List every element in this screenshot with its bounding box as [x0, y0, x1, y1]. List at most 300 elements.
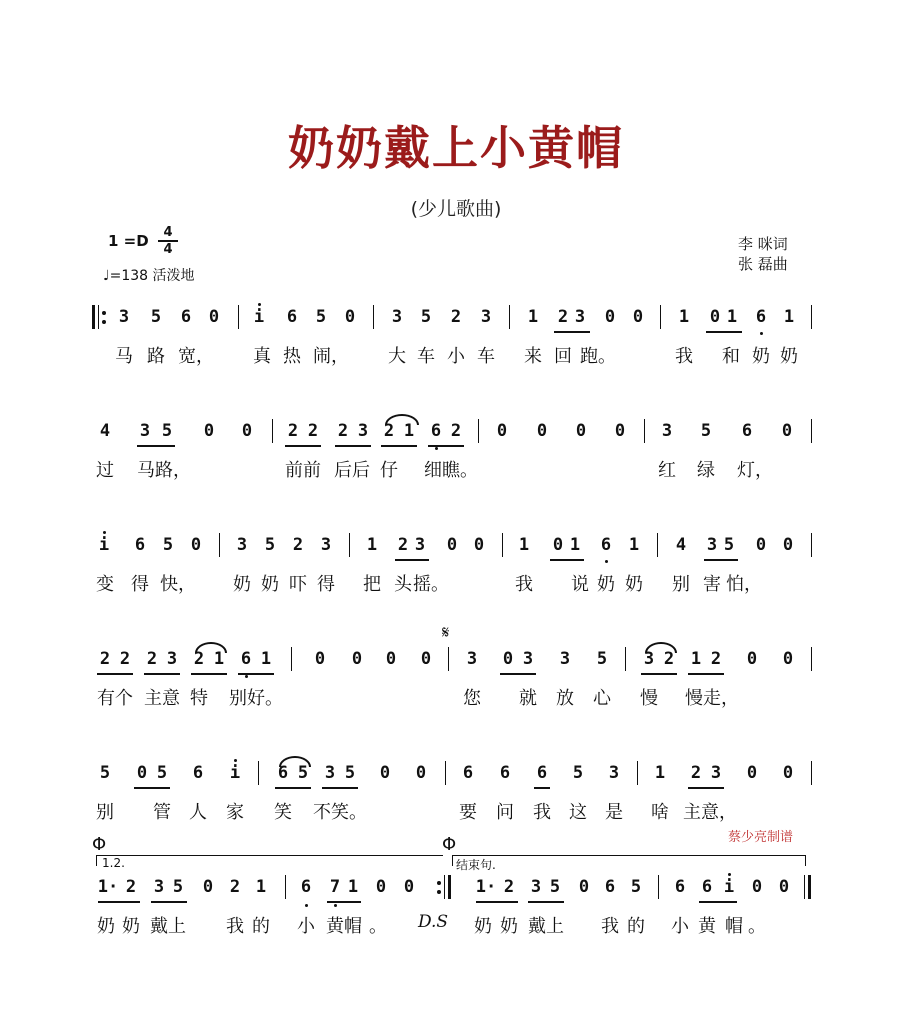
- note: 3: [324, 763, 336, 783]
- volta-bracket-2: [452, 855, 806, 866]
- barline: [478, 419, 479, 443]
- lyric: 马: [115, 346, 133, 367]
- note: 6: [240, 649, 252, 669]
- barline: [637, 761, 638, 785]
- note: 0: [385, 649, 397, 669]
- note: 6: [180, 307, 192, 327]
- note: 0: [314, 649, 326, 669]
- lyric: 真: [253, 346, 271, 367]
- note: 1·: [475, 877, 497, 897]
- note: 2: [229, 877, 241, 897]
- note: i: [723, 877, 735, 897]
- note: 1: [366, 535, 378, 555]
- note: 3: [530, 877, 542, 897]
- final-bar-thin: [804, 875, 805, 899]
- lyric: 黄: [698, 916, 716, 937]
- beam: [97, 673, 133, 675]
- repeat-dot: [437, 881, 441, 885]
- lyric: 这: [569, 802, 587, 823]
- note: 1: [255, 877, 267, 897]
- note: 6: [701, 877, 713, 897]
- beam: [500, 673, 536, 675]
- note: 4: [675, 535, 687, 555]
- low-dot: [435, 447, 438, 450]
- note: 0: [446, 535, 458, 555]
- lyric: 别: [96, 802, 114, 823]
- note: 5: [172, 877, 184, 897]
- note: 3: [320, 535, 332, 555]
- low-dot: [605, 560, 608, 563]
- note: 0: [751, 877, 763, 897]
- note: 5: [700, 421, 712, 441]
- note: 3: [608, 763, 620, 783]
- barline: [448, 647, 449, 671]
- note: 6: [600, 535, 612, 555]
- lyric: 路: [147, 346, 165, 367]
- lyric: 慢: [640, 688, 658, 709]
- note: 3: [414, 535, 426, 555]
- high-dot: [234, 759, 237, 762]
- lyric: 奶: [122, 916, 140, 937]
- lyric: 是: [605, 802, 623, 823]
- lyric: 笑: [274, 802, 292, 823]
- lyric: 来: [524, 346, 542, 367]
- note: 6: [300, 877, 312, 897]
- note: 3: [166, 649, 178, 669]
- lyricist-credit: 李 咪词: [738, 235, 788, 253]
- note: 5: [723, 535, 735, 555]
- note: 3: [357, 421, 369, 441]
- note: 0: [241, 421, 253, 441]
- repeat-dot: [437, 890, 441, 894]
- lyric: 车: [417, 346, 435, 367]
- beam: [322, 787, 358, 789]
- high-dot: [258, 303, 261, 306]
- note: 0: [379, 763, 391, 783]
- note: 7: [329, 877, 341, 897]
- note: 0: [136, 763, 148, 783]
- tempo-marking: ♩=138 活泼地: [103, 268, 195, 284]
- barline: [811, 647, 812, 671]
- note: 0: [375, 877, 387, 897]
- composer-credit: 张 磊曲: [738, 255, 788, 273]
- beam: [704, 559, 738, 561]
- note: 5: [596, 649, 608, 669]
- note: 2: [690, 763, 702, 783]
- note: 2: [99, 649, 111, 669]
- note: 0: [351, 649, 363, 669]
- barline: [291, 647, 292, 671]
- note: 3: [574, 307, 586, 327]
- lyric: 奶: [625, 574, 643, 595]
- note: 2: [450, 307, 462, 327]
- barline: [219, 533, 220, 557]
- note: 6: [499, 763, 511, 783]
- lyric: 奶: [474, 916, 492, 937]
- note: 1: [518, 535, 530, 555]
- lyric: 和: [722, 346, 740, 367]
- lyric: 变: [96, 574, 114, 595]
- key-signature: 1 =D: [108, 232, 149, 250]
- coda-sign: Φ: [442, 834, 457, 855]
- note: 3: [480, 307, 492, 327]
- note: 3: [522, 649, 534, 669]
- note: 2: [557, 307, 569, 327]
- beam: [688, 673, 724, 675]
- lyric: 头: [394, 574, 412, 595]
- note: 5: [156, 763, 168, 783]
- lyric: 奶: [752, 346, 770, 367]
- note: 2: [193, 649, 205, 669]
- note: 1: [690, 649, 702, 669]
- lyric: 别: [672, 574, 690, 595]
- note: 2: [663, 649, 675, 669]
- lyric: 跑。: [580, 346, 616, 367]
- note: 6: [462, 763, 474, 783]
- lyric: 黄帽: [326, 916, 362, 937]
- note: 5: [161, 421, 173, 441]
- lyric: 帽: [725, 916, 743, 937]
- song-subtitle: (少儿歌曲): [410, 198, 502, 220]
- note: 3: [643, 649, 655, 669]
- note: 2: [292, 535, 304, 555]
- lyric: 细瞧。: [424, 460, 478, 481]
- lyric: 就: [519, 688, 537, 709]
- lyric: 啥: [651, 802, 669, 823]
- lyric: 特: [190, 688, 208, 709]
- beam: [151, 901, 187, 903]
- lyric: 我: [601, 916, 619, 937]
- final-bar-thick: [808, 875, 811, 899]
- note: 0: [578, 877, 590, 897]
- note: 2: [125, 877, 137, 897]
- note: 2: [287, 421, 299, 441]
- note: 0: [552, 535, 564, 555]
- barline: [657, 533, 658, 557]
- barline: [349, 533, 350, 557]
- credits: [738, 234, 788, 274]
- note: 4: [99, 421, 111, 441]
- song-title: 奶奶戴上小黄帽: [288, 121, 624, 175]
- lyric: 放: [556, 688, 574, 709]
- note: 3: [661, 421, 673, 441]
- note: 1: [260, 649, 272, 669]
- lyric: 小: [447, 346, 465, 367]
- repeat-end-thin: [444, 875, 445, 899]
- note: 1: [213, 649, 225, 669]
- volta-label-1: 1.2.: [102, 856, 125, 870]
- note: 3: [706, 535, 718, 555]
- note: 0: [632, 307, 644, 327]
- volta-label-2: 结束句.: [456, 858, 496, 872]
- note: 5: [99, 763, 111, 783]
- note: 2: [397, 535, 409, 555]
- note: 0: [536, 421, 548, 441]
- lyric: 前前: [285, 460, 321, 481]
- note: 0: [473, 535, 485, 555]
- time-signature: [158, 226, 178, 256]
- beam: [534, 787, 550, 789]
- beam: [285, 445, 321, 447]
- note: 5: [630, 877, 642, 897]
- beam: [144, 673, 180, 675]
- lyric: 闹，: [313, 346, 349, 367]
- slur: [195, 642, 227, 653]
- barline: [445, 761, 446, 785]
- note: 6: [755, 307, 767, 327]
- note: 1: [678, 307, 690, 327]
- lyric: 害: [703, 574, 721, 595]
- lyric: 马路，: [137, 460, 191, 481]
- note: 2: [503, 877, 515, 897]
- note: 6: [192, 763, 204, 783]
- beam: [238, 673, 274, 675]
- dal-segno-marking: D.S: [418, 912, 449, 932]
- barline: [811, 761, 812, 785]
- barline: [285, 875, 286, 899]
- lyric: 说: [571, 574, 589, 595]
- note: 3: [236, 535, 248, 555]
- lyric: 摇。: [413, 574, 449, 595]
- note: i: [253, 307, 265, 327]
- lyric: 管: [153, 802, 171, 823]
- lyric: 的: [252, 916, 270, 937]
- score-maker-credit: 蔡少亮制谱: [728, 830, 794, 845]
- low-dot: [760, 332, 763, 335]
- note: 0: [344, 307, 356, 327]
- note: 0: [415, 763, 427, 783]
- note: 3: [710, 763, 722, 783]
- note: 0: [746, 649, 758, 669]
- note: 0: [782, 649, 794, 669]
- note: 6: [430, 421, 442, 441]
- lyric: 的: [627, 916, 645, 937]
- lyric: 奶: [233, 574, 251, 595]
- barline: [509, 305, 510, 329]
- note: 0: [208, 307, 220, 327]
- note: 6: [674, 877, 686, 897]
- segno-sign: 𝄋: [442, 623, 450, 643]
- note: 0: [614, 421, 626, 441]
- lyric: 把: [363, 574, 381, 595]
- note: 0: [746, 763, 758, 783]
- note: 2: [710, 649, 722, 669]
- lyric: 问: [496, 802, 514, 823]
- note: 1: [628, 535, 640, 555]
- beam: [528, 901, 564, 903]
- high-dot: [103, 531, 106, 534]
- note: 2: [383, 421, 395, 441]
- note: 6: [286, 307, 298, 327]
- beam: [554, 331, 590, 333]
- lyric: 人: [189, 802, 207, 823]
- beam: [688, 787, 724, 789]
- beam: [550, 559, 584, 561]
- beam: [134, 787, 170, 789]
- note: 3: [118, 307, 130, 327]
- lyric: 心: [593, 688, 611, 709]
- note: 1: [569, 535, 581, 555]
- barline: [811, 305, 812, 329]
- note: 0: [575, 421, 587, 441]
- lyric: 红: [658, 460, 676, 481]
- low-dot: [245, 675, 248, 678]
- note: 0: [782, 763, 794, 783]
- repeat-end-thick: [448, 875, 451, 899]
- note: 5: [344, 763, 356, 783]
- note: 0: [755, 535, 767, 555]
- lyric: 戴上: [528, 916, 564, 937]
- note: 2: [119, 649, 131, 669]
- barline: [272, 419, 273, 443]
- note: 1: [726, 307, 738, 327]
- note: 3: [559, 649, 571, 669]
- note: 1: [403, 421, 415, 441]
- beam: [98, 901, 140, 903]
- note: 0: [403, 877, 415, 897]
- slur: [385, 414, 419, 425]
- note: 1: [654, 763, 666, 783]
- note: 0: [502, 649, 514, 669]
- slur: [279, 756, 311, 767]
- note: 0: [604, 307, 616, 327]
- lyric: 。: [369, 916, 387, 937]
- note: 1: [527, 307, 539, 327]
- lyric: 别好。: [229, 688, 283, 709]
- note: 6: [134, 535, 146, 555]
- lyric: 主意: [144, 688, 180, 709]
- barline: [625, 647, 626, 671]
- lyric: 灯，: [737, 460, 773, 481]
- lyric: 我: [533, 802, 551, 823]
- note: 2: [337, 421, 349, 441]
- barline: [502, 533, 503, 557]
- note: 1: [783, 307, 795, 327]
- note: 0: [202, 877, 214, 897]
- lyric: 小: [297, 916, 315, 937]
- coda-sign: Φ: [92, 834, 107, 855]
- note: 3: [391, 307, 403, 327]
- lyric: 小: [671, 916, 689, 937]
- note: 1: [347, 877, 359, 897]
- note: 5: [264, 535, 276, 555]
- lyric: 不笑。: [313, 802, 367, 823]
- lyric: 奶: [261, 574, 279, 595]
- note: 0: [778, 877, 790, 897]
- beam: [137, 445, 175, 447]
- barline: [258, 761, 259, 785]
- lyric: 戴上: [150, 916, 186, 937]
- note: i: [229, 763, 241, 783]
- barline: [373, 305, 374, 329]
- lyric: 得: [317, 574, 335, 595]
- lyric: 奶: [500, 916, 518, 937]
- lyric: 。: [748, 916, 766, 937]
- lyric: 有个: [97, 688, 133, 709]
- note: 3: [153, 877, 165, 897]
- note: 6: [536, 763, 548, 783]
- note: 1·: [97, 877, 119, 897]
- barline: [644, 419, 645, 443]
- note: 3: [466, 649, 478, 669]
- lyric: 宽，: [178, 346, 214, 367]
- beam: [476, 901, 518, 903]
- lyric: 我: [515, 574, 533, 595]
- note: 5: [162, 535, 174, 555]
- lyric: 车: [477, 346, 495, 367]
- lyric: 过: [96, 460, 114, 481]
- low-dot: [305, 904, 308, 907]
- note: 6: [604, 877, 616, 897]
- note: 5: [420, 307, 432, 327]
- note: 0: [203, 421, 215, 441]
- note: 2: [450, 421, 462, 441]
- lyric: 得: [131, 574, 149, 595]
- note: 5: [297, 763, 309, 783]
- beam: [335, 445, 371, 447]
- beam: [641, 673, 677, 675]
- barline: [658, 875, 659, 899]
- lyric: 吓: [289, 574, 307, 595]
- lyric: 热: [283, 346, 301, 367]
- lyric: 您: [463, 688, 481, 709]
- note: 5: [150, 307, 162, 327]
- lyric: 奶: [97, 916, 115, 937]
- note: 6: [741, 421, 753, 441]
- volta-bracket-1: [96, 855, 443, 866]
- beam: [428, 445, 464, 447]
- barline: [811, 533, 812, 557]
- beam: [395, 559, 429, 561]
- note: i: [98, 535, 110, 555]
- lyric: 后后: [334, 460, 370, 481]
- barline: [811, 419, 812, 443]
- lyric: 奶: [780, 346, 798, 367]
- lyric: 怕，: [726, 574, 762, 595]
- lyric: 回: [554, 346, 572, 367]
- beam: [191, 673, 227, 675]
- slur: [645, 642, 677, 653]
- lyric: 家: [226, 802, 244, 823]
- lyric: 我: [675, 346, 693, 367]
- note: 2: [146, 649, 158, 669]
- lyric: 我: [226, 916, 244, 937]
- note: 0: [420, 649, 432, 669]
- note: 5: [572, 763, 584, 783]
- lyric: 仔: [380, 460, 398, 481]
- beam: [381, 445, 417, 447]
- note: 0: [496, 421, 508, 441]
- meter-top: 4: [163, 225, 173, 240]
- lyric: 奶: [597, 574, 615, 595]
- low-dot: [334, 904, 337, 907]
- lyric: 主意，: [683, 802, 737, 823]
- note: 3: [139, 421, 151, 441]
- note: 0: [190, 535, 202, 555]
- beam: [699, 901, 737, 903]
- note: 0: [782, 535, 794, 555]
- note: 0: [709, 307, 721, 327]
- beam: [275, 787, 311, 789]
- barline: [238, 305, 239, 329]
- lyric: 要: [459, 802, 477, 823]
- note: 5: [549, 877, 561, 897]
- barline: [660, 305, 661, 329]
- beam: [327, 901, 361, 903]
- high-dot: [728, 873, 731, 876]
- beam: [706, 331, 742, 333]
- lyric: 绿: [697, 460, 715, 481]
